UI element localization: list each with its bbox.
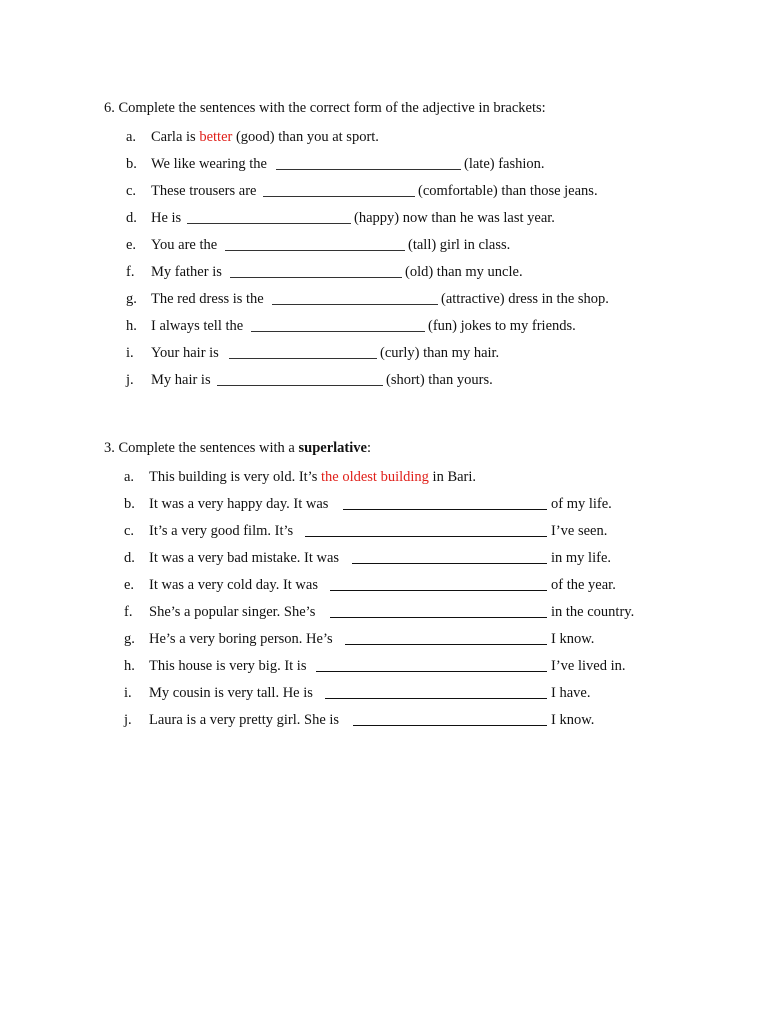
answer-blank[interactable] <box>330 590 547 591</box>
item-text-before: It’s a very good film. It’s <box>149 523 294 539</box>
answer-blank[interactable] <box>305 536 547 537</box>
item-letter: b. <box>124 496 135 512</box>
item-letter: a. <box>124 469 135 485</box>
item-letter: h. <box>124 658 135 674</box>
item-letter: e. <box>126 237 137 253</box>
item-text-before: It was a very bad mistake. It was <box>149 550 340 566</box>
item-text-after: (happy) now than he was last year. <box>354 210 555 226</box>
item-letter: c. <box>126 183 137 199</box>
answer-blank[interactable] <box>263 196 415 197</box>
item-text-before: I always tell the <box>151 318 244 334</box>
item-letter: d. <box>126 210 137 226</box>
item-text-after: (late) fashion. <box>464 156 545 172</box>
item-text-after: I have. <box>551 685 591 701</box>
item-text-after: (tall) girl in class. <box>408 237 511 253</box>
item-text-after: of my life. <box>551 496 612 512</box>
item-text-after: (curly) than my hair. <box>380 345 500 361</box>
item-text-before: My hair is <box>151 372 211 388</box>
item-text-after: in Bari. <box>428 469 477 485</box>
item-text-before: These trousers are <box>151 183 257 199</box>
exercise-3-title: 3. Complete the sentences with a superlative: <box>104 440 371 456</box>
item-text-before: We like wearing the <box>151 156 267 172</box>
answer-blank[interactable] <box>229 358 377 359</box>
item-text-after: in my life. <box>551 550 612 566</box>
answer-blank[interactable] <box>251 331 425 332</box>
item-text-before: This building is very old. It’s <box>149 469 321 485</box>
item-letter: j. <box>124 712 132 728</box>
item-text-before: My father is <box>151 264 222 280</box>
exercise-6-title: 6. Complete the sentences with the correct form of the adjective in brackets: <box>104 100 546 116</box>
answer-blank[interactable] <box>353 725 547 726</box>
item-letter: g. <box>124 631 135 647</box>
item-text-after: (old) than my uncle. <box>405 264 523 280</box>
item-text-after: I know. <box>551 712 595 728</box>
answer-blank[interactable] <box>217 385 383 386</box>
item-text-after: I’ve lived in. <box>551 658 626 674</box>
item-text-before: This house is very big. It is <box>149 658 307 674</box>
item-text-before: Your hair is <box>151 345 219 361</box>
item-letter: i. <box>124 685 132 701</box>
item-text-before: She’s a popular singer. She’s <box>149 604 316 620</box>
item-letter: f. <box>124 604 133 620</box>
item-text-after: (good) than you at sport. <box>232 129 379 145</box>
answer-blank[interactable] <box>325 698 547 699</box>
answer-blank[interactable] <box>343 509 547 510</box>
answer-blank[interactable] <box>272 304 438 305</box>
item-letter: g. <box>126 291 137 307</box>
item-text-before: Laura is a very pretty girl. She is <box>149 712 340 728</box>
item-letter: d. <box>124 550 135 566</box>
item-letter: a. <box>126 129 137 145</box>
item-letter: e. <box>124 577 135 593</box>
item-text-after: (fun) jokes to my friends. <box>428 318 576 334</box>
item-letter: c. <box>124 523 135 539</box>
item-letter: j. <box>126 372 134 388</box>
item-text-before: He’s a very boring person. He’s <box>149 631 333 647</box>
item-text-after: of the year. <box>551 577 616 593</box>
item-text-after: (short) than yours. <box>386 372 493 388</box>
answer-blank[interactable] <box>230 277 402 278</box>
answer-blank[interactable] <box>225 250 405 251</box>
item-text-before: The red dress is the <box>151 291 264 307</box>
item-answer: the oldest building <box>320 469 429 485</box>
item-letter: h. <box>126 318 137 334</box>
answer-blank[interactable] <box>316 671 547 672</box>
answer-blank[interactable] <box>352 563 547 564</box>
item-text-after: I know. <box>551 631 595 647</box>
item-text-after: (attractive) dress in the shop. <box>441 291 609 307</box>
item-text-after: (comfortable) than those jeans. <box>418 183 598 199</box>
answer-blank[interactable] <box>187 223 351 224</box>
item-text-before: It was a very cold day. It was <box>149 577 318 593</box>
item-letter: f. <box>126 264 135 280</box>
item-text-before: Carla is <box>151 129 200 145</box>
item-text-before: It was a very happy day. It was <box>149 496 329 512</box>
item-text-after: I’ve seen. <box>551 523 608 539</box>
item-text-before: My cousin is very tall. He is <box>149 685 313 701</box>
item-text-before: He is <box>151 210 182 226</box>
item-letter: i. <box>126 345 134 361</box>
answer-blank[interactable] <box>345 644 547 645</box>
answer-blank[interactable] <box>330 617 547 618</box>
answer-blank[interactable] <box>276 169 461 170</box>
item-text-after: in the country. <box>551 604 635 620</box>
item-letter: b. <box>126 156 137 172</box>
item-answer: better <box>199 129 233 145</box>
item-text-before: You are the <box>151 237 218 253</box>
